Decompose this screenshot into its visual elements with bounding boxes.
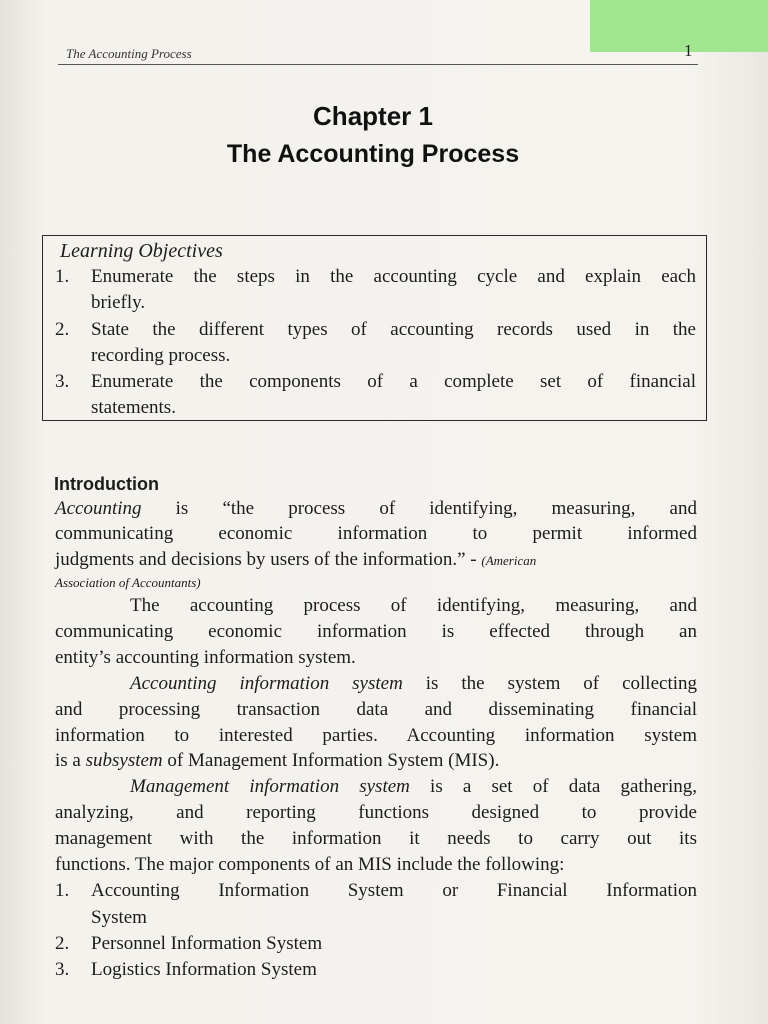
objective-number: 2.: [55, 319, 70, 340]
paragraph-line: [55, 750, 499, 772]
citation: Association of Accountants): [55, 575, 201, 590]
paragraph-line: management with the information it needs to carry out its: [55, 828, 697, 849]
objective-text: Enumerate the steps in the accounting cycle and explain each: [91, 266, 696, 287]
paragraph-line: [55, 549, 536, 572]
term-mis: Management information system: [130, 776, 410, 797]
paragraph-line: communicating economic information is effected through an: [55, 621, 697, 642]
term-accounting: Accounting: [55, 498, 142, 519]
paragraph-line: functions. The major components of an MIS include the following:: [55, 854, 565, 875]
chapter-number: Chapter 1: [313, 101, 433, 131]
paragraph-line: and processing transaction data and disseminating financial: [55, 699, 697, 720]
paragraph-text: is “the process of identifying, measuring, and: [175, 498, 697, 519]
term-ais: Accounting information system: [130, 673, 403, 694]
learning-objectives-heading: Learning Objectives: [60, 240, 223, 262]
objective-text: statements.: [91, 397, 176, 418]
paragraph-line: communicating economic information to permit informed: [55, 523, 697, 544]
term-subsystem: subsystem: [85, 750, 163, 771]
paragraph-line: [55, 498, 697, 520]
list-item: System: [91, 907, 147, 928]
header-rule: [58, 64, 698, 65]
introduction-heading: Introduction: [54, 474, 159, 494]
list-number: 1.: [55, 880, 70, 901]
objective-number: 3.: [55, 371, 70, 392]
paragraph-text: judgments and decisions by users of the information.” -: [55, 549, 477, 570]
citation: (American: [481, 553, 537, 568]
list-item: Personnel Information System: [91, 933, 323, 954]
list-number: 3.: [55, 959, 70, 980]
chapter-title: The Accounting Process: [226, 140, 520, 168]
list-item: Accounting Information System or Financial Information: [91, 880, 697, 901]
list-item: Logistics Information System: [91, 959, 317, 980]
page-number: 1: [684, 41, 693, 60]
objective-text: Enumerate the components of a complete set of financial: [91, 371, 696, 392]
paragraph-line: [130, 776, 697, 798]
objective-number: 1.: [55, 266, 70, 287]
objective-text: recording process.: [91, 345, 231, 366]
paragraph-text: of Management Information System (MIS).: [167, 750, 500, 771]
objective-text: briefly.: [91, 292, 146, 313]
list-number: 2.: [55, 933, 70, 954]
objective-text: State the different types of accounting records used in the: [91, 319, 696, 340]
running-head: The Accounting Process: [66, 46, 192, 61]
paragraph-text: is the system of collecting: [425, 673, 697, 694]
paragraph-line: [130, 673, 697, 695]
paragraph-text: is a: [55, 750, 81, 771]
paragraph-line: analyzing, and reporting functions designed to provide: [55, 802, 697, 823]
green-sticky-tab: [590, 0, 768, 52]
paragraph-line: The accounting process of identifying, measuring, and: [130, 595, 697, 616]
paragraph-text: is a set of data gathering,: [430, 776, 698, 797]
paragraph-line: information to interested parties. Accounting information system: [55, 725, 697, 746]
paragraph-line: entity’s accounting information system.: [55, 647, 356, 668]
